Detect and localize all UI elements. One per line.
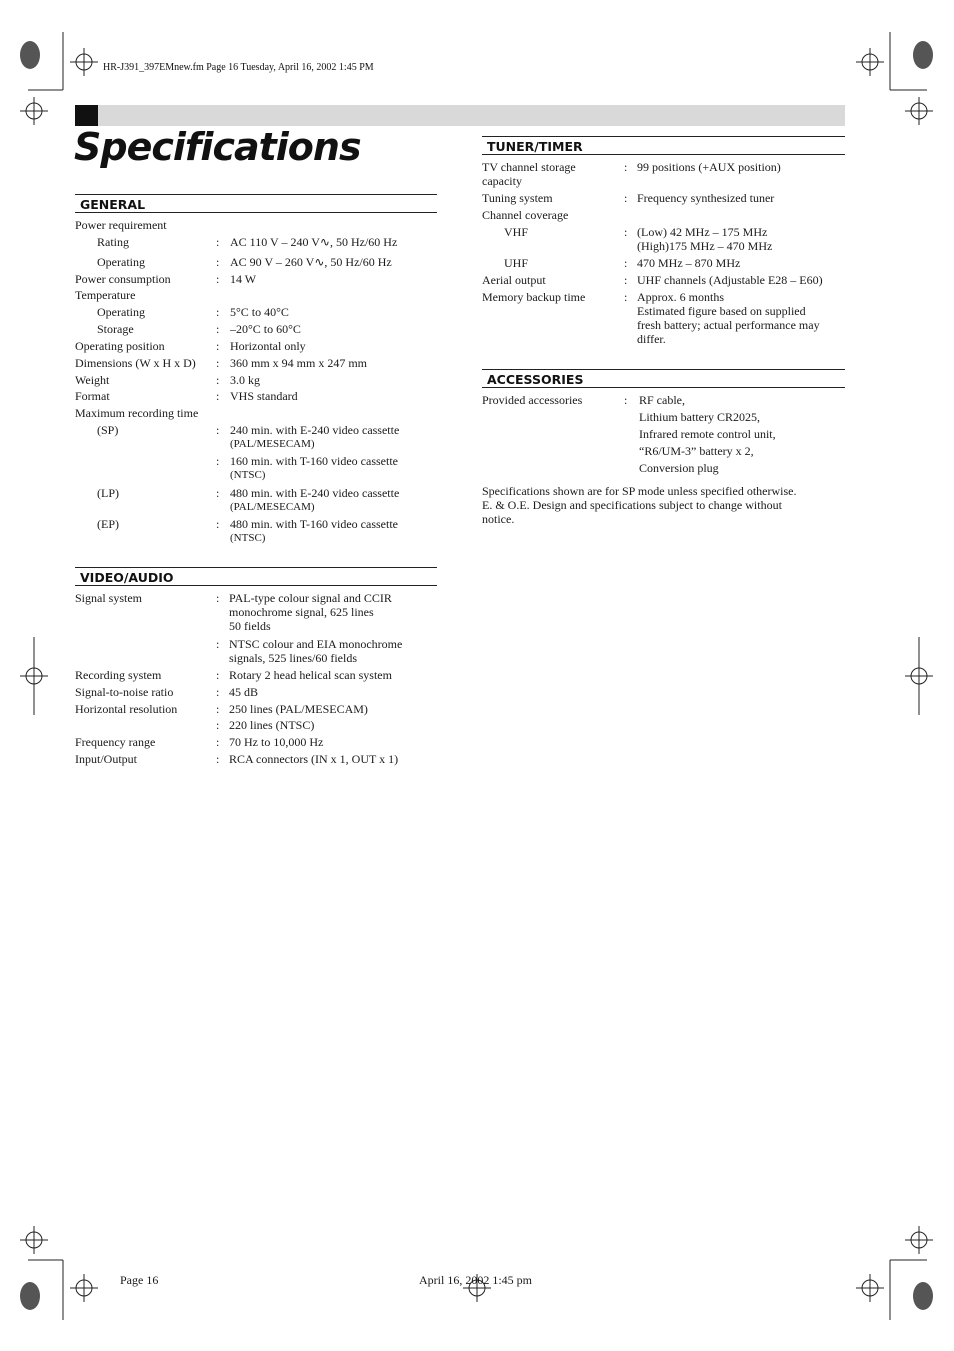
spec-value: 360 mm x 94 mm x 247 mm	[230, 356, 368, 370]
spec-value: Horizontal only	[230, 339, 306, 353]
spec-value: Approx. 6 months	[637, 290, 724, 304]
spec-colon: :	[216, 668, 220, 682]
accessory-item: “R6/UM-3” battery x 2,	[639, 444, 754, 458]
spec-value: 220 lines (NTSC)	[229, 718, 315, 732]
spec-value: (Low) 42 MHz – 175 MHz	[637, 225, 768, 239]
page-title: Specifications	[74, 125, 361, 169]
spec-colon: :	[216, 305, 220, 319]
spec-label: Channel coverage	[482, 208, 569, 222]
spec-label: Operating	[97, 305, 145, 319]
spec-label: Rating	[97, 235, 129, 249]
spec-colon: :	[216, 272, 220, 286]
spec-value: NTSC colour and EIA monochrome	[229, 637, 403, 651]
spec-value: (High)175 MHz – 470 MHz	[637, 239, 773, 253]
spec-value: signals, 525 lines/60 fields	[229, 651, 357, 665]
spec-value: Estimated figure based on supplied	[637, 304, 806, 318]
spec-value-sub: (NTSC)	[230, 532, 266, 544]
spec-colon: :	[216, 486, 220, 500]
spec-colon: :	[216, 637, 220, 651]
spec-value: monochrome signal, 625 lines	[229, 605, 374, 619]
spec-colon: :	[216, 255, 220, 269]
spec-label: Maximum recording time	[75, 406, 199, 420]
spec-value: 70 Hz to 10,000 Hz	[229, 735, 324, 749]
spec-value: Rotary 2 head helical scan system	[229, 668, 392, 682]
print-date: April 16, 2002 1:45 pm	[419, 1273, 532, 1287]
spec-value: 50 fields	[229, 619, 271, 633]
section-heading-general: GENERAL	[75, 194, 437, 213]
spec-value: UHF channels (Adjustable E28 – E60)	[637, 273, 823, 287]
accessory-item: Lithium battery CR2025,	[639, 410, 760, 424]
spec-value: 480 min. with E-240 video cassette	[230, 486, 400, 500]
spec-value: 250 lines (PAL/MESECAM)	[229, 702, 368, 716]
specification-notes	[482, 484, 852, 526]
spec-colon: :	[216, 591, 220, 605]
spec-label: Recording system	[75, 668, 162, 682]
spec-colon: :	[216, 423, 220, 437]
spec-colon: :	[216, 685, 220, 699]
spec-label: (SP)	[97, 423, 119, 437]
spec-label: VHF	[504, 225, 529, 239]
section-heading-accessories: ACCESSORIES	[482, 369, 845, 388]
spec-value: 3.0 kg	[230, 373, 260, 387]
spec-value: 240 min. with E-240 video cassette	[230, 423, 400, 437]
spec-label: Provided accessories	[482, 393, 583, 407]
spec-value: Frequency synthesized tuner	[637, 191, 775, 205]
spec-colon: :	[624, 225, 628, 239]
spec-colon: :	[624, 191, 628, 205]
spec-value: RCA connectors (IN x 1, OUT x 1)	[229, 752, 399, 766]
spec-label: Memory backup time	[482, 290, 586, 304]
spec-colon: :	[216, 702, 220, 716]
spec-colon: :	[624, 160, 628, 174]
spec-label: Signal-to-noise ratio	[75, 685, 174, 699]
spec-value: AC 90 V – 260 V∿, 50 Hz/60 Hz	[230, 255, 392, 269]
spec-colon: :	[216, 339, 220, 353]
spec-label: Operating position	[75, 339, 165, 353]
section-heading-tuner-timer: TUNER/TIMER	[482, 136, 845, 155]
spec-label: Temperature	[75, 288, 136, 302]
spec-label: Horizontal resolution	[75, 702, 178, 716]
spec-value: AC 110 V – 240 V∿, 50 Hz/60 Hz	[230, 235, 398, 249]
spec-value: 160 min. with T-160 video cassette	[230, 454, 398, 468]
spec-colon: :	[216, 735, 220, 749]
spec-value-sub: (PAL/MESECAM)	[230, 501, 315, 513]
spec-label: Operating	[97, 255, 145, 269]
spec-label: capacity	[482, 174, 522, 188]
spec-colon: :	[216, 517, 220, 531]
spec-value: VHS standard	[230, 389, 298, 403]
spec-label: UHF	[504, 256, 529, 270]
spec-value: 5°C to 40°C	[230, 305, 289, 319]
spec-value-sub: (PAL/MESECAM)	[230, 438, 315, 450]
spec-label: Power consumption	[75, 272, 171, 286]
spec-value: 14 W	[230, 272, 257, 286]
spec-value: 470 MHz – 870 MHz	[637, 256, 741, 270]
spec-colon: :	[624, 256, 628, 270]
spec-label: (LP)	[97, 486, 119, 500]
spec-colon: :	[216, 454, 220, 468]
spec-colon: :	[624, 290, 628, 304]
spec-colon: :	[216, 752, 220, 766]
note-line: notice.	[482, 512, 515, 526]
spec-colon: :	[624, 273, 628, 287]
accessory-item: Infrared remote control unit,	[639, 427, 776, 441]
accessory-item: Conversion plug	[639, 461, 719, 475]
spec-colon: :	[216, 235, 220, 249]
page-number: Page 16	[120, 1273, 159, 1287]
spec-label: Power requirement	[75, 218, 167, 232]
title-bar-marker	[75, 105, 98, 126]
spec-colon: :	[624, 393, 628, 407]
spec-label: Weight	[75, 373, 110, 387]
note-line: Specifications shown are for SP mode unless specified otherwise.	[482, 484, 797, 498]
spec-value: 45 dB	[229, 685, 259, 699]
spec-label: (EP)	[97, 517, 119, 531]
spec-colon: :	[216, 373, 220, 387]
spec-label: Signal system	[75, 591, 143, 605]
spec-label: Dimensions (W x H x D)	[75, 356, 196, 370]
note-line: E. & O.E. Design and specifications subject to change without	[482, 498, 782, 512]
spec-label: Frequency range	[75, 735, 156, 749]
spec-value: –20°C to 60°C	[230, 322, 301, 336]
spec-colon: :	[216, 356, 220, 370]
file-header: HR-J391_397EMnew.fm Page 16 Tuesday, April 16, 2002 1:45 PM	[103, 62, 374, 73]
spec-value: PAL-type colour signal and CCIR	[229, 591, 392, 605]
section-heading-video-audio: VIDEO/AUDIO	[75, 567, 437, 586]
spec-value: differ.	[637, 332, 666, 346]
accessory-item: RF cable,	[639, 393, 685, 407]
spec-colon: :	[216, 389, 220, 403]
spec-label: Tuning system	[482, 191, 553, 205]
spec-label: TV channel storage	[482, 160, 576, 174]
spec-label: Format	[75, 389, 110, 403]
spec-colon: :	[216, 718, 220, 732]
spec-colon: :	[216, 322, 220, 336]
spec-value: 480 min. with T-160 video cassette	[230, 517, 398, 531]
spec-value-sub: (NTSC)	[230, 469, 266, 481]
title-bar	[75, 105, 845, 126]
spec-label: Storage	[97, 322, 134, 336]
spec-value: fresh battery; actual performance may	[637, 318, 820, 332]
spec-label: Input/Output	[75, 752, 137, 766]
spec-value: 99 positions (+AUX position)	[637, 160, 781, 174]
spec-label: Aerial output	[482, 273, 546, 287]
